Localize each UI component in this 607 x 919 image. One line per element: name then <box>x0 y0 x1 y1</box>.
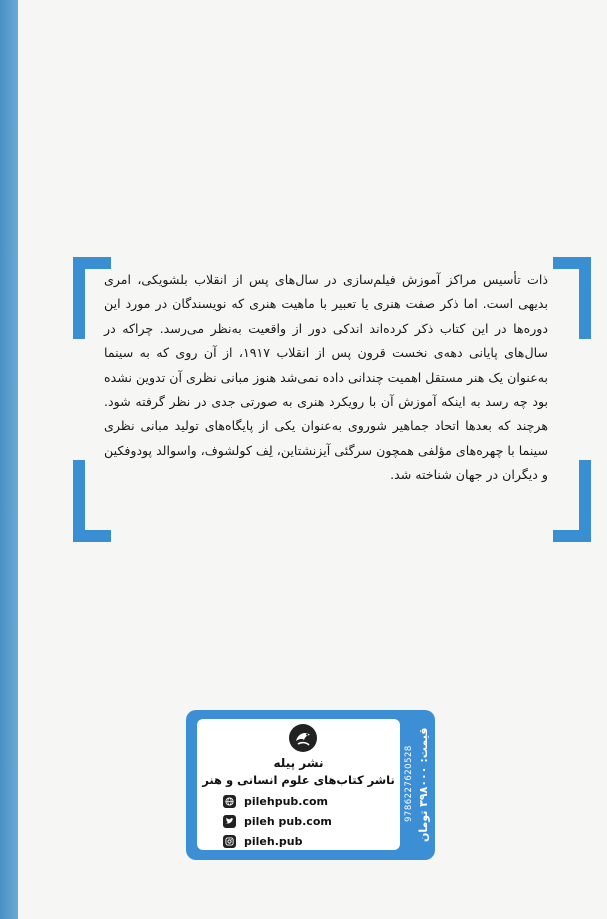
bracket-bottom-right <box>553 460 591 542</box>
twitter-icon <box>223 815 236 828</box>
price-label: قیمت: ۳۹۸۰۰۰ تومان <box>417 727 430 843</box>
instagram-icon <box>223 835 236 848</box>
back-cover-blurb: ذات تأسیس مراکز آموزش فیلم‌سازی در سال‌های پس از انقلاب بلشویکی، امری بدیهی است. اما ذکر صفت هنری یا تعبیر با ماهیت هنری که نویسندگان در مورد این دوره‌ها در این کتاب ذکر کرده‌اند اندکی دور از واقعیت به‌نظر می‌رسد. چراکه در سال‌های پایانی دهه‌ی نخست قرون پس از انقلاب ۱۹۱۷، از آن روی که به سینما به‌عنوان یک هنر مستقل اهمیت چندانی داده نمی‌شد هنوز مبانی نظری آن تدوین نشده بود چه رسد به اینکه آموزش آن با رویکرد هنری به صورتی جدی در نظر گرفته شود. هرچند که بعدها اتحاد جماهیر شوروی به‌عنوان یکی از پایگاه‌های تولید مبانی نظری سینما با چهره‌های مؤلفی همچون سرگئی آیزنشتاین، لِف کولشوف، واسوالد پودوفکین و دیگران در جهان شناخته شد. <box>104 272 548 483</box>
website-text: pilehpub.com <box>244 794 329 808</box>
spine-strip <box>0 0 18 919</box>
twitter-row[interactable] <box>223 812 393 830</box>
twitter-text: pileh pub.com <box>244 814 332 828</box>
publisher-info-box <box>186 710 435 860</box>
publisher-card <box>197 719 400 850</box>
globe-icon <box>223 795 236 808</box>
bird-logo-icon <box>288 723 318 753</box>
publisher-name: نشر پیله <box>273 756 324 770</box>
website-row[interactable] <box>223 792 393 810</box>
publisher-tagline: ناشر کتاب‌های علوم انسانی و هنر <box>202 773 395 787</box>
instagram-row[interactable] <box>223 832 393 850</box>
isbn-barcode-text: 9786227620528 <box>404 745 414 823</box>
bracket-top-right <box>553 257 591 339</box>
instagram-text: pileh.pub <box>244 834 303 848</box>
